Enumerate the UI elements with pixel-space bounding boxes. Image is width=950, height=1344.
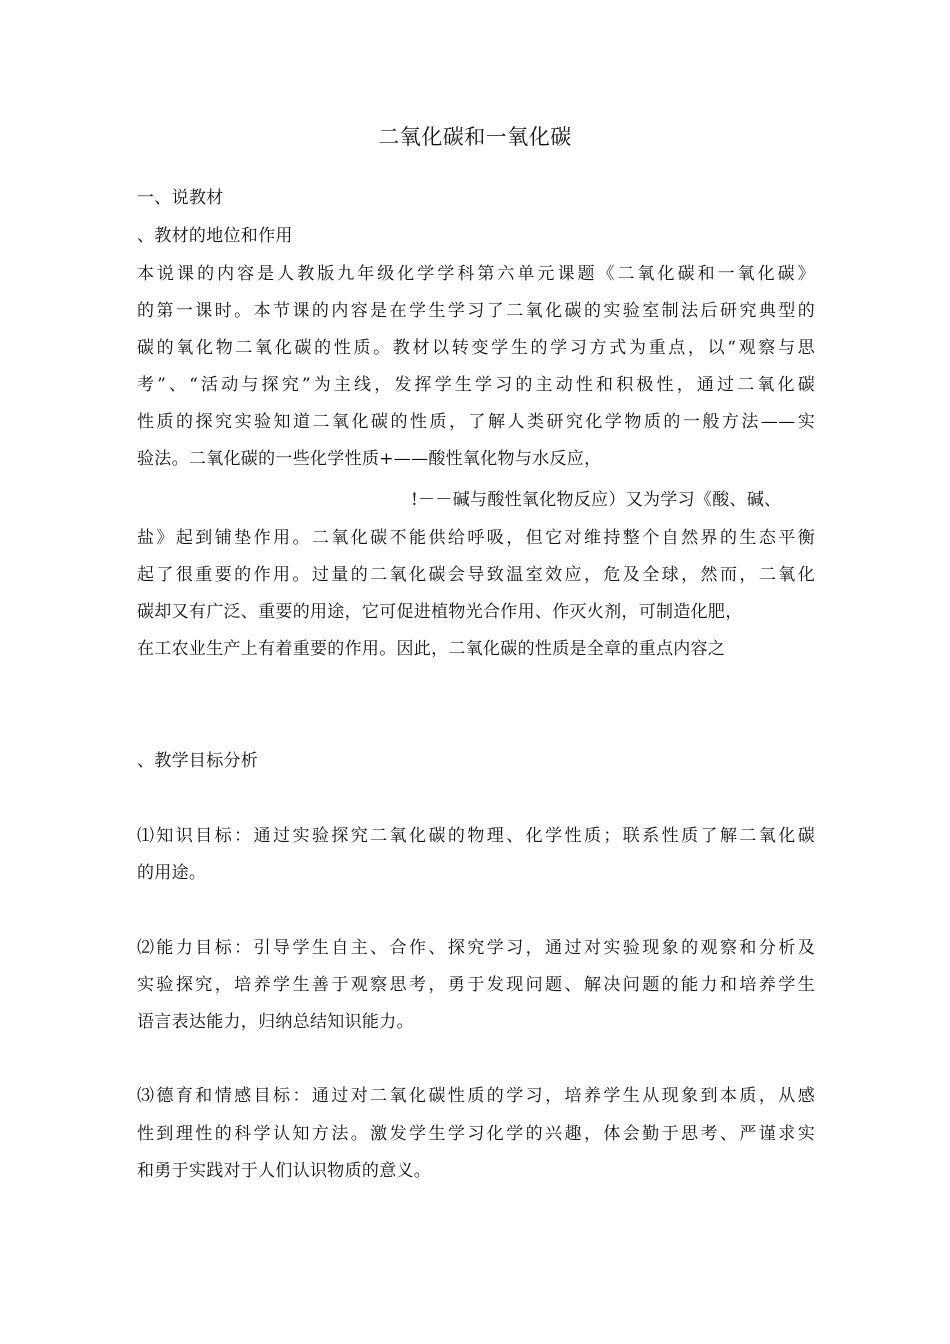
paragraph-line: 的第一课时。本节课的内容是在学生学习了二氧化碳的实验室制法后研究典型的 <box>137 301 815 321</box>
paragraph-line: 碳的氧化物二氧化碳的性质。教材以转变学生的学习方式为重点，以“观察与思 <box>137 338 815 358</box>
section-heading: 一、说教材 <box>137 188 224 208</box>
goal-knowledge-line: ⑴知识目标：通过实验探究二氧化碳的物理、化学性质；联系性质了解二氧化碳 <box>137 826 815 846</box>
document-title: 二氧化碳和一氧化碳 <box>378 125 572 149</box>
goal-moral-line: 性到理性的科学认知方法。激发学生学习化学的兴趣，体会勤于思考、严谨求实 <box>137 1124 815 1144</box>
goal-ability-line: 语言表达能力，归纳总结知识能力。 <box>137 1012 414 1032</box>
paragraph-line: 验法。二氧化碳的一些化学性质+——酸性氧化物与水反应， <box>137 449 602 469</box>
goal-moral-line: 和勇于实践对于人们认识物质的意义。 <box>137 1161 432 1181</box>
paragraph-line: 在工农业生产上有着重要的作用。因此，二氧化碳的性质是全章的重点内容之 <box>137 639 726 659</box>
subsection-heading: 、教材的地位和作用 <box>137 226 293 246</box>
goal-ability-line: ⑵能力目标：引导学生自主、合作、探究学习，通过对实验现象的观察和分析及 <box>137 938 815 958</box>
paragraph-line: 碳却又有广泛、重要的用途，它可促进植物光合作用、作灭火剂，可制造化肥， <box>137 602 743 622</box>
paragraph-line: 盐》起到铺垫作用。二氧化碳不能供给呼吸，但它对维持整个自然界的生态平衡 <box>137 528 815 548</box>
paragraph-line: 本说课的内容是人教版九年级化学学科第六单元课题《二氧化碳和一氧化碳》 <box>137 264 815 284</box>
paragraph-line: !－－碱与酸性氧化物反应）又为学习《酸、碱、 <box>411 490 782 510</box>
paragraph-line: 考”、“活动与探究”为主线，发挥学生学习的主动性和积极性，通过二氧化碳 <box>137 375 815 395</box>
paragraph-line: 起了很重要的作用。过量的二氧化碳会导致温室效应，危及全球，然而，二氧化 <box>137 565 815 585</box>
goal-moral-line: ⑶德育和情感目标：通过对二氧化碳性质的学习，培养学生从现象到本质，从感 <box>137 1086 815 1106</box>
goal-knowledge-line: 的用途。 <box>137 863 207 883</box>
goal-ability-line: 实验探究，培养学生善于观察思考，勇于发现问题、解决问题的能力和培养学生 <box>137 975 815 995</box>
subsection-heading: 、教学目标分析 <box>137 751 259 771</box>
paragraph-line: 性质的探究实验知道二氧化碳的性质，了解人类研究化学物质的一般方法——实 <box>137 412 815 432</box>
